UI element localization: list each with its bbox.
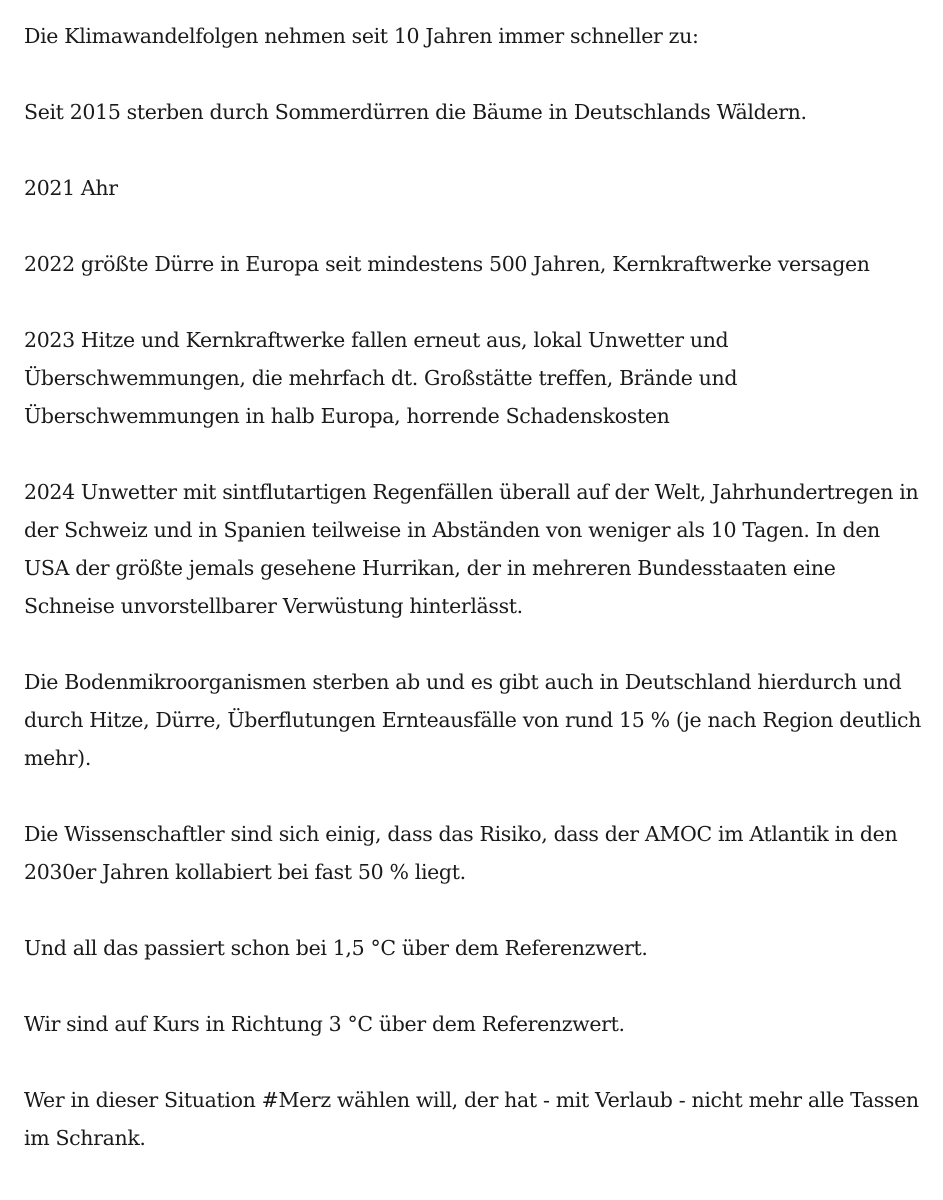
paragraph-3-degrees: Wir sind auf Kurs in Richtung 3 °C über dem Referenzwert. bbox=[24, 1012, 625, 1036]
paragraph-2021: 2021 Ahr bbox=[24, 176, 118, 200]
paragraph-2024: 2024 Unwetter mit sintflutartigen Regenfällen überall auf der Welt, Jahrhundertregen in der Schweiz und in Spanien teilweise in Abständen von weniger als 10 Tagen. In den USA der größte jemals gesehene Hurrikan, der in mehreren Bundesstaaten eine Schneise unvorstellbarer Verwüstung hinterlässt. bbox=[24, 480, 919, 618]
paragraph-amoc: Die Wissenschaftler sind sich einig, dass das Risiko, dass der AMOC im Atlantik in den 2030er Jahren kollabiert bei fast 50 % liegt. bbox=[24, 822, 898, 884]
post-body bbox=[24, 17, 929, 1157]
paragraph-2015: Seit 2015 sterben durch Sommerdürren die Bäume in Deutschlands Wäldern. bbox=[24, 100, 807, 124]
paragraph-conclusion: Wer in dieser Situation #Merz wählen will, der hat - mit Verlaub - nicht mehr alle Tassen im Schrank. bbox=[24, 1088, 919, 1150]
paragraph-soil: Die Bodenmikroorganismen sterben ab und es gibt auch in Deutschland hierdurch und durch Hitze, Dürre, Überflutungen Ernteausfälle von rund 15 % (je nach Region deutlich mehr). bbox=[24, 670, 921, 770]
paragraph-2023: 2023 Hitze und Kernkraftwerke fallen erneut aus, lokal Unwetter und Überschwemmungen, die mehrfach dt. Großstätte treffen, Brände und Überschwemmungen in halb Europa, horrende Schadenskosten bbox=[24, 328, 738, 428]
paragraph-1-5-degrees: Und all das passiert schon bei 1,5 °C über dem Referenzwert. bbox=[24, 936, 648, 960]
paragraph-2022: 2022 größte Dürre in Europa seit mindestens 500 Jahren, Kernkraftwerke versagen bbox=[24, 252, 870, 276]
paragraph-intro: Die Klimawandelfolgen nehmen seit 10 Jahren immer schneller zu: bbox=[24, 24, 699, 48]
